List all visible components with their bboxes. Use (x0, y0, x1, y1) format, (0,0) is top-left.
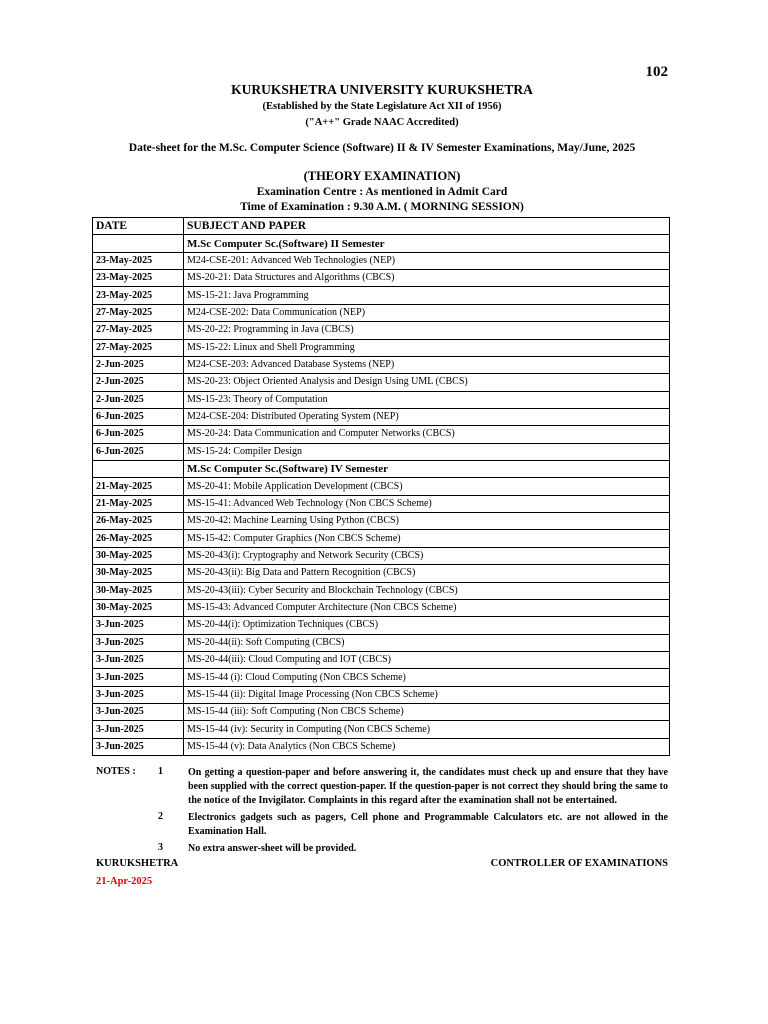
subject-paper: MS-20-41: Mobile Application Development (CBCS) (184, 478, 670, 495)
exam-date: 27-May-2025 (93, 339, 184, 356)
exam-date: 30-May-2025 (93, 547, 184, 564)
table-row (93, 270, 670, 287)
exam-date: 3-Jun-2025 (93, 686, 184, 703)
footer-place: KURUKSHETRA (96, 858, 179, 869)
datesheet-table (92, 217, 670, 756)
subject-paper: MS-15-22: Linux and Shell Programming (184, 339, 670, 356)
subject-paper: M24-CSE-202: Data Communication (NEP) (184, 304, 670, 321)
table-row (93, 391, 670, 408)
table-header-row (93, 218, 670, 235)
notes-section (96, 766, 668, 859)
table-row (93, 565, 670, 582)
subject-paper: MS-15-44 (i): Cloud Computing (Non CBCS Scheme) (184, 669, 670, 686)
subject-paper: M24-CSE-203: Advanced Database Systems (NEP) (184, 356, 670, 373)
exam-date: 27-May-2025 (93, 322, 184, 339)
table-row (93, 513, 670, 530)
subject-paper: MS-15-44 (ii): Digital Image Processing (Non CBCS Scheme) (184, 686, 670, 703)
subject-paper: M24-CSE-204: Distributed Operating System (NEP) (184, 408, 670, 425)
exam-date: 3-Jun-2025 (93, 738, 184, 755)
section-title: M.Sc Computer Sc.(Software) II Semester (184, 235, 670, 252)
subject-paper: MS-15-21: Java Programming (184, 287, 670, 304)
exam-date: 3-Jun-2025 (93, 704, 184, 721)
exam-date: 2-Jun-2025 (93, 356, 184, 373)
column-header-date: DATE (93, 218, 184, 235)
note-number: 1 (158, 766, 163, 777)
footer-signatory: CONTROLLER OF EXAMINATIONS (490, 858, 668, 869)
table-row (93, 426, 670, 443)
footer-date: 21-Apr-2025 (96, 876, 153, 887)
section-header-row (93, 461, 670, 478)
exam-date: 30-May-2025 (93, 582, 184, 599)
exam-centre: Examination Centre : As mentioned in Admit Card (256, 186, 508, 198)
subject-paper: MS-20-42: Machine Learning Using Python (CBCS) (184, 513, 670, 530)
exam-time: Time of Examination : 9.30 A.M. ( MORNING SESSION) (240, 201, 524, 213)
subject-paper: MS-20-43(ii): Big Data and Pattern Recognition (CBCS) (184, 565, 670, 582)
exam-date: 2-Jun-2025 (93, 374, 184, 391)
table-row (93, 287, 670, 304)
section-title: M.Sc Computer Sc.(Software) IV Semester (184, 461, 670, 478)
table-row (93, 704, 670, 721)
note-number: 3 (158, 842, 163, 853)
table-row (93, 634, 670, 651)
table-row (93, 738, 670, 755)
exam-type: (THEORY EXAMINATION) (303, 169, 461, 183)
table-row (93, 374, 670, 391)
exam-date: 2-Jun-2025 (93, 391, 184, 408)
table-row (93, 356, 670, 373)
table-row (93, 721, 670, 738)
exam-date: 26-May-2025 (93, 530, 184, 547)
table-row (93, 651, 670, 668)
exam-date: 26-May-2025 (93, 513, 184, 530)
notes-label: NOTES : (96, 766, 136, 777)
university-name: KURUKSHETRA UNIVERSITY KURUKSHETRA (231, 82, 533, 97)
note-item (96, 842, 668, 856)
subject-paper: MS-15-44 (iv): Security in Computing (Non CBCS Scheme) (184, 721, 670, 738)
column-header-subject: SUBJECT AND PAPER (184, 218, 670, 235)
table-row (93, 547, 670, 564)
datesheet-title: Date-sheet for the M.Sc. Computer Science (Software) II & IV Semester Examinations, May/June, 2025 (128, 142, 636, 154)
subject-paper: MS-20-44(i): Optimization Techniques (CBCS) (184, 617, 670, 634)
exam-date: 3-Jun-2025 (93, 721, 184, 738)
note-item (96, 811, 668, 839)
exam-date: 6-Jun-2025 (93, 408, 184, 425)
table-row (93, 669, 670, 686)
table-row (93, 339, 670, 356)
exam-date: 23-May-2025 (93, 252, 184, 269)
subject-paper: MS-20-22: Programming in Java (CBCS) (184, 322, 670, 339)
note-text: On getting a question-paper and before answering it, the candidates must check up and ensure that they have been supplied with the correct question-paper. If the question-paper is not correct they should bring the same to the notice of the Invigilator. Complaints in this regard after the examination shall not be entertained. (188, 767, 668, 806)
accreditation-line: ("A++" Grade NAAC Accredited) (305, 117, 459, 128)
table-row (93, 322, 670, 339)
subject-paper: MS-20-24: Data Communication and Computer Networks (CBCS) (184, 426, 670, 443)
section-header-row (93, 235, 670, 252)
exam-date: 27-May-2025 (93, 304, 184, 321)
subject-paper: MS-15-44 (v): Data Analytics (Non CBCS Scheme) (184, 738, 670, 755)
exam-date: 6-Jun-2025 (93, 426, 184, 443)
table-row (93, 252, 670, 269)
note-item (96, 766, 668, 808)
table-row (93, 408, 670, 425)
subject-paper: MS-20-23: Object Oriented Analysis and Design Using UML (CBCS) (184, 374, 670, 391)
subject-paper: MS-20-44(iii): Cloud Computing and IOT (CBCS) (184, 651, 670, 668)
exam-date: 6-Jun-2025 (93, 443, 184, 460)
subject-paper: MS-20-43(iii): Cyber Security and Blockchain Technology (CBCS) (184, 582, 670, 599)
table-row (93, 617, 670, 634)
exam-date: 21-May-2025 (93, 478, 184, 495)
exam-date: 21-May-2025 (93, 495, 184, 512)
table-row (93, 495, 670, 512)
table-row (93, 530, 670, 547)
subject-paper: MS-20-21: Data Structures and Algorithms (CBCS) (184, 270, 670, 287)
subject-paper: MS-15-23: Theory of Computation (184, 391, 670, 408)
table-row (93, 304, 670, 321)
exam-date: 3-Jun-2025 (93, 669, 184, 686)
subject-paper: MS-15-41: Advanced Web Technology (Non CBCS Scheme) (184, 495, 670, 512)
table-row (93, 686, 670, 703)
exam-date: 23-May-2025 (93, 270, 184, 287)
note-text: Electronics gadgets such as pagers, Cell phone and Programmable Calculators etc. are not allowed in the Examination Hall. (188, 812, 668, 837)
exam-date: 3-Jun-2025 (93, 634, 184, 651)
subject-paper: MS-20-43(i): Cryptography and Network Security (CBCS) (184, 547, 670, 564)
table-row (93, 443, 670, 460)
subject-paper: MS-15-44 (iii): Soft Computing (Non CBCS Scheme) (184, 704, 670, 721)
note-number: 2 (158, 811, 163, 822)
table-row (93, 582, 670, 599)
subject-paper: MS-20-44(ii): Soft Computing (CBCS) (184, 634, 670, 651)
exam-date: 3-Jun-2025 (93, 651, 184, 668)
subject-paper: MS-15-42: Computer Graphics (Non CBCS Scheme) (184, 530, 670, 547)
subject-paper: MS-15-24: Compiler Design (184, 443, 670, 460)
page-number: 102 (645, 64, 668, 80)
subject-paper: MS-15-43: Advanced Computer Architecture (Non CBCS Scheme) (184, 599, 670, 616)
exam-date: 23-May-2025 (93, 287, 184, 304)
exam-date: 3-Jun-2025 (93, 617, 184, 634)
exam-date: 30-May-2025 (93, 599, 184, 616)
exam-date: 30-May-2025 (93, 565, 184, 582)
establishment-line: (Established by the State Legislature Act XII of 1956) (262, 101, 502, 112)
note-text: No extra answer-sheet will be provided. (188, 843, 357, 854)
subject-paper: M24-CSE-201: Advanced Web Technologies (NEP) (184, 252, 670, 269)
table-row (93, 599, 670, 616)
table-row (93, 478, 670, 495)
